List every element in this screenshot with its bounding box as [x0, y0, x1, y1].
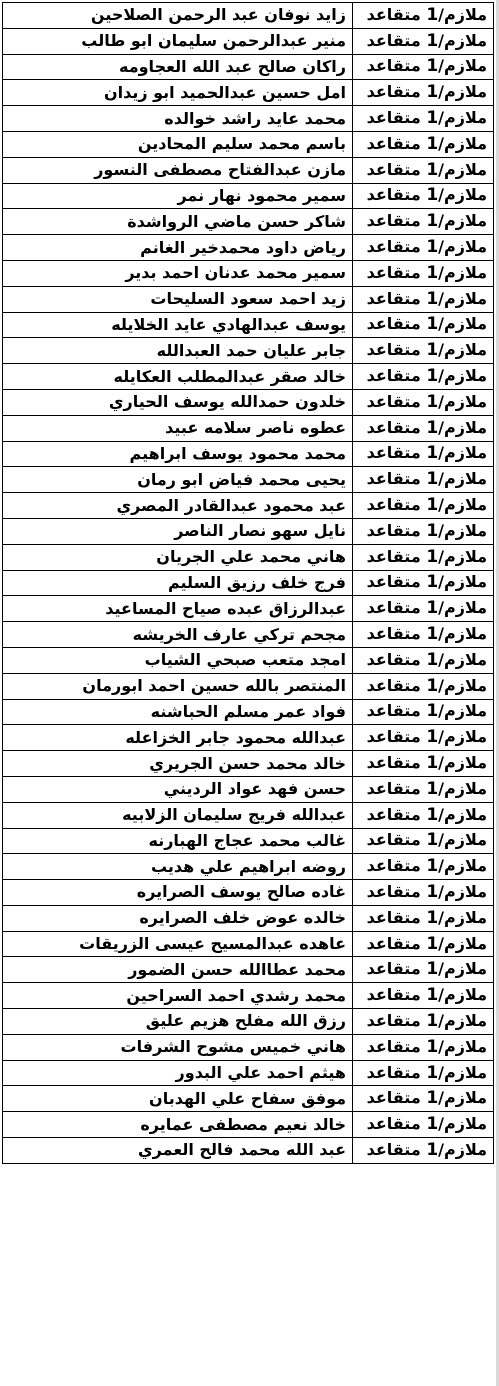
rank-suffix: متقاعد: [366, 856, 427, 876]
rank-prefix: ملازم/: [438, 391, 487, 411]
table-row: [3, 1060, 494, 1086]
rank-number: 1: [426, 4, 439, 25]
rank-number: 1: [426, 701, 439, 722]
name-cell: مجحم تركي عارف الخريشه: [3, 622, 353, 648]
name-cell: فواد عمر مسلم الحباشنه: [3, 699, 353, 725]
name-cell: هيثم احمد علي البدور: [3, 1060, 353, 1086]
rank-prefix: ملازم/: [438, 778, 487, 798]
rank-suffix: متقاعد: [366, 211, 427, 231]
rank-number: 1: [426, 1114, 439, 1135]
rank-cell: [353, 106, 494, 132]
rank-number: 1: [426, 624, 439, 645]
rank-suffix: متقاعد: [366, 1114, 427, 1134]
name-cell: المنتصر بالله حسين احمد ابورمان: [3, 673, 353, 699]
name-cell: عبدالله محمود جابر الخزاعله: [3, 725, 353, 751]
rank-cell: [353, 312, 494, 338]
rank-number: 1: [426, 727, 439, 748]
rank-cell: [353, 673, 494, 699]
rank-suffix: متقاعد: [366, 778, 427, 798]
rank-cell: [353, 776, 494, 802]
rank-number: 1: [426, 262, 439, 283]
rank-prefix: ملازم/: [438, 546, 487, 566]
name-cell: يحيى محمد فياض ابو رمان: [3, 467, 353, 493]
rank-cell: [353, 493, 494, 519]
table-row: [3, 157, 494, 183]
name-cell: زايد نوفان عبد الرحمن الصلاحين: [3, 3, 353, 29]
table-row: [3, 751, 494, 777]
rank-suffix: متقاعد: [366, 959, 427, 979]
rank-number: 1: [426, 1139, 439, 1160]
rank-prefix: ملازم/: [438, 933, 487, 953]
table-row: [3, 570, 494, 596]
rank-prefix: ملازم/: [438, 881, 487, 901]
rank-prefix: ملازم/: [438, 1010, 487, 1030]
name-cell: فرج خلف رزيق السليم: [3, 570, 353, 596]
rank-suffix: متقاعد: [366, 753, 427, 772]
rank-prefix: ملازم/: [438, 443, 487, 463]
rank-cell: [353, 880, 494, 906]
table-row: [3, 1112, 494, 1138]
rank-suffix: متقاعد: [366, 495, 427, 515]
rank-prefix: ملازم/: [438, 262, 487, 282]
name-cell: محمد عايد راشد خوالده: [3, 106, 353, 132]
rank-prefix: ملازم/: [438, 288, 487, 308]
rank-suffix: متقاعد: [366, 572, 427, 592]
rank-cell: [353, 28, 494, 54]
rank-prefix: ملازم/: [438, 727, 487, 747]
retirees-table: [2, 2, 494, 1164]
name-cell: روضه ابراهيم علي هديب: [3, 854, 353, 880]
rank-cell: [353, 1138, 494, 1164]
rank-suffix: متقاعد: [366, 649, 427, 669]
name-cell: موفق سفاح علي الهدبان: [3, 1086, 353, 1112]
rank-prefix: ملازم/: [438, 1088, 487, 1108]
rank-prefix: ملازم/: [438, 469, 487, 489]
rank-number: 1: [426, 1088, 439, 1109]
rank-suffix: متقاعد: [366, 30, 427, 50]
table-row: [3, 441, 494, 467]
rank-cell: [353, 854, 494, 880]
rank-suffix: متقاعد: [366, 598, 427, 618]
rank-number: 1: [426, 520, 439, 541]
rank-cell: [353, 647, 494, 673]
rank-prefix: ملازم/: [438, 30, 487, 50]
rank-prefix: ملازم/: [438, 185, 487, 205]
rank-number: 1: [426, 30, 439, 51]
table-row: [3, 776, 494, 802]
rank-cell: [353, 725, 494, 751]
rank-prefix: ملازم/: [438, 417, 487, 437]
name-cell: هاني محمد علي الجريان: [3, 544, 353, 570]
table-row: [3, 364, 494, 390]
name-cell: محمد عطاالله حسن الضمور: [3, 957, 353, 983]
rank-prefix: ملازم/: [438, 159, 487, 179]
rank-prefix: ملازم/: [438, 4, 487, 24]
table-row: [3, 338, 494, 364]
rank-cell: [353, 131, 494, 157]
rank-suffix: متقاعد: [366, 314, 427, 334]
name-cell: امجد متعب صبحي الشياب: [3, 647, 353, 673]
rank-number: 1: [426, 340, 439, 361]
rank-cell: [353, 1060, 494, 1086]
table-row: [3, 854, 494, 880]
rank-prefix: ملازم/: [438, 572, 487, 592]
rank-cell: [353, 518, 494, 544]
rank-prefix: ملازم/: [438, 701, 487, 721]
rank-number: 1: [426, 56, 439, 77]
rank-suffix: متقاعد: [366, 1036, 427, 1056]
rank-cell: [353, 751, 494, 777]
rank-suffix: متقاعد: [366, 727, 427, 747]
table-row: [3, 983, 494, 1009]
rank-prefix: ملازم/: [438, 314, 487, 334]
rank-suffix: متقاعد: [366, 1088, 427, 1108]
rank-prefix: ملازم/: [438, 959, 487, 979]
rank-number: 1: [426, 830, 439, 851]
name-cell: عبدالله فريج سليمان الزلابيه: [3, 802, 353, 828]
rank-suffix: متقاعد: [366, 443, 427, 463]
name-cell: عبد الله محمد فالح العمري: [3, 1138, 353, 1164]
name-cell: يوسف عبدالهادي عايد الخلايله: [3, 312, 353, 338]
rank-prefix: ملازم/: [438, 495, 487, 515]
table-row: [3, 28, 494, 54]
table-row: [3, 54, 494, 80]
rank-prefix: ملازم/: [438, 237, 487, 257]
rank-prefix: ملازم/: [438, 675, 487, 695]
rank-suffix: متقاعد: [366, 159, 427, 179]
name-cell: خلدون حمدالله يوسف الحياري: [3, 389, 353, 415]
table-row: [3, 622, 494, 648]
table-row: [3, 1034, 494, 1060]
table-row: [3, 106, 494, 132]
rank-suffix: متقاعد: [366, 417, 427, 437]
rank-number: 1: [426, 959, 439, 980]
rank-suffix: متقاعد: [366, 701, 427, 721]
rank-suffix: متقاعد: [366, 469, 427, 489]
table-row: [3, 131, 494, 157]
table-row: [3, 957, 494, 983]
rank-suffix: متقاعد: [366, 4, 427, 24]
table-row: [3, 544, 494, 570]
rank-cell: [353, 183, 494, 209]
rank-cell: [353, 364, 494, 390]
rank-suffix: متقاعد: [366, 985, 427, 1005]
table-row: [3, 1009, 494, 1035]
rank-cell: [353, 1112, 494, 1138]
rank-suffix: متقاعد: [366, 133, 427, 153]
rank-prefix: ملازم/: [438, 108, 487, 128]
name-cell: خالد محمد حسن الجريري: [3, 751, 353, 777]
rank-number: 1: [426, 598, 439, 619]
name-cell: خالد صقر عبدالمطلب العكايله: [3, 364, 353, 390]
table-row: [3, 286, 494, 312]
rank-cell: [353, 828, 494, 854]
rank-cell: [353, 983, 494, 1009]
table-row: [3, 931, 494, 957]
table-row: [3, 673, 494, 699]
rank-prefix: ملازم/: [438, 1036, 487, 1056]
rank-number: 1: [426, 778, 439, 799]
rank-cell: [353, 802, 494, 828]
rank-number: 1: [426, 366, 439, 387]
rank-number: 1: [426, 1010, 439, 1031]
name-cell: عاهده عبدالمسيح عيسى الزريقات: [3, 931, 353, 957]
rank-suffix: متقاعد: [366, 185, 427, 205]
rank-number: 1: [426, 185, 439, 206]
rank-suffix: متقاعد: [366, 1139, 427, 1159]
name-cell: نايل سهو نصار الناصر: [3, 518, 353, 544]
rank-number: 1: [426, 288, 439, 309]
rank-number: 1: [426, 572, 439, 593]
table-row: [3, 415, 494, 441]
table-row: [3, 467, 494, 493]
name-cell: مازن عبدالفتاح مصطفى النسور: [3, 157, 353, 183]
rank-suffix: متقاعد: [366, 82, 427, 102]
rank-number: 1: [426, 804, 439, 825]
rank-number: 1: [426, 907, 439, 928]
table-row: [3, 209, 494, 235]
name-cell: خالد نعيم مصطفى عمايره: [3, 1112, 353, 1138]
rank-number: 1: [426, 546, 439, 567]
name-cell: عطوه ناصر سلامه عبيد: [3, 415, 353, 441]
rank-cell: [353, 157, 494, 183]
rank-number: 1: [426, 985, 439, 1006]
rank-suffix: متقاعد: [366, 546, 427, 566]
rank-cell: [353, 931, 494, 957]
rank-suffix: متقاعد: [366, 520, 427, 540]
table-row: [3, 518, 494, 544]
rank-cell: [353, 389, 494, 415]
table-row: [3, 389, 494, 415]
rank-cell: [353, 3, 494, 29]
rank-prefix: ملازم/: [438, 366, 487, 386]
rank-number: 1: [426, 391, 439, 412]
rank-number: 1: [426, 753, 439, 773]
rank-prefix: ملازم/: [438, 804, 487, 824]
rank-prefix: ملازم/: [438, 56, 487, 76]
table-row: [3, 3, 494, 29]
name-cell: جابر عليان حمد العبدالله: [3, 338, 353, 364]
rank-prefix: ملازم/: [438, 133, 487, 153]
rank-number: 1: [426, 237, 439, 258]
rank-prefix: ملازم/: [438, 907, 487, 927]
table-row: [3, 1086, 494, 1112]
rank-number: 1: [426, 856, 439, 877]
rank-number: 1: [426, 108, 439, 129]
rank-cell: [353, 957, 494, 983]
rank-prefix: ملازم/: [438, 830, 487, 850]
rank-number: 1: [426, 881, 439, 902]
rank-suffix: متقاعد: [366, 288, 427, 308]
rank-prefix: ملازم/: [438, 856, 487, 876]
name-cell: غالب محمد عجاج الهبارنه: [3, 828, 353, 854]
rank-cell: [353, 441, 494, 467]
rank-suffix: متقاعد: [366, 262, 427, 282]
name-cell: سمير محمود نهار نمر: [3, 183, 353, 209]
rank-suffix: متقاعد: [366, 366, 427, 386]
rank-number: 1: [426, 495, 439, 516]
name-cell: خالده عوض خلف الصرايره: [3, 905, 353, 931]
rank-suffix: متقاعد: [366, 881, 427, 901]
rank-number: 1: [426, 82, 439, 103]
rank-number: 1: [426, 133, 439, 154]
rank-number: 1: [426, 443, 439, 464]
rank-prefix: ملازم/: [438, 598, 487, 618]
table-row: [3, 312, 494, 338]
rank-prefix: ملازم/: [438, 649, 487, 669]
rank-cell: [353, 260, 494, 286]
rank-cell: [353, 622, 494, 648]
table-row: [3, 905, 494, 931]
rank-suffix: متقاعد: [366, 675, 427, 695]
rank-cell: [353, 1086, 494, 1112]
rank-cell: [353, 209, 494, 235]
rank-suffix: متقاعد: [366, 108, 427, 128]
rank-suffix: متقاعد: [366, 933, 427, 953]
name-cell: عبد محمود عبدالقادر المصري: [3, 493, 353, 519]
rank-number: 1: [426, 675, 439, 696]
rank-number: 1: [426, 933, 439, 954]
rank-number: 1: [426, 417, 439, 438]
rank-number: 1: [426, 469, 439, 490]
rank-cell: [353, 235, 494, 261]
rank-suffix: متقاعد: [366, 624, 427, 644]
rank-prefix: ملازم/: [438, 211, 487, 231]
rank-cell: [353, 415, 494, 441]
rank-cell: [353, 544, 494, 570]
table-row: [3, 183, 494, 209]
name-cell: زيد احمد سعود السليحات: [3, 286, 353, 312]
rank-prefix: ملازم/: [438, 1062, 487, 1082]
name-cell: حسن فهد عواد الرديني: [3, 776, 353, 802]
table-row: [3, 802, 494, 828]
rank-cell: [353, 286, 494, 312]
rank-prefix: ملازم/: [438, 82, 487, 102]
table-row: [3, 880, 494, 906]
name-cell: منير عبدالرحمن سليمان ابو طالب: [3, 28, 353, 54]
rank-number: 1: [426, 649, 439, 670]
name-cell: محمد رشدي احمد السراحين: [3, 983, 353, 1009]
rank-cell: [353, 905, 494, 931]
rank-suffix: متقاعد: [366, 907, 427, 927]
table-row: [3, 235, 494, 261]
rank-suffix: متقاعد: [366, 1010, 427, 1030]
table-row: [3, 647, 494, 673]
rank-cell: [353, 54, 494, 80]
rank-suffix: متقاعد: [366, 237, 427, 257]
rank-prefix: ملازم/: [438, 624, 487, 644]
rank-cell: [353, 338, 494, 364]
rank-number: 1: [426, 159, 439, 180]
rank-number: 1: [426, 211, 439, 232]
rank-suffix: متقاعد: [366, 804, 427, 824]
rank-suffix: متقاعد: [366, 391, 427, 411]
name-cell: امل حسين عبدالحميد ابو زيدان: [3, 80, 353, 106]
name-cell: سمير محمد عدنان احمد بدير: [3, 260, 353, 286]
table-row: [3, 725, 494, 751]
rank-prefix: ملازم/: [438, 985, 487, 1005]
rank-cell: [353, 570, 494, 596]
rank-cell: [353, 1009, 494, 1035]
table-body: [3, 3, 494, 1164]
rank-suffix: متقاعد: [366, 830, 427, 850]
rank-cell: [353, 699, 494, 725]
rank-suffix: متقاعد: [366, 56, 427, 76]
name-cell: باسم محمد سليم المحادين: [3, 131, 353, 157]
table-row: [3, 260, 494, 286]
rank-prefix: ملازم/: [438, 753, 487, 772]
rank-prefix: ملازم/: [438, 340, 487, 360]
name-cell: عبدالرزاق عبده صياح المساعيد: [3, 596, 353, 622]
table-row: [3, 699, 494, 725]
name-cell: محمد محمود يوسف ابراهيم: [3, 441, 353, 467]
rank-suffix: متقاعد: [366, 340, 427, 360]
rank-prefix: ملازم/: [438, 1139, 487, 1159]
table-row: [3, 596, 494, 622]
name-cell: هاني خميس مشوح الشرفات: [3, 1034, 353, 1060]
rank-cell: [353, 596, 494, 622]
name-cell: رياض داود محمدخير الغانم: [3, 235, 353, 261]
rank-prefix: ملازم/: [438, 1114, 487, 1134]
table-row: [3, 828, 494, 854]
name-cell: رزق الله مفلح هزيم عليق: [3, 1009, 353, 1035]
name-cell: غاده صالح يوسف الصرايره: [3, 880, 353, 906]
rank-number: 1: [426, 314, 439, 335]
rank-number: 1: [426, 1062, 439, 1083]
rank-cell: [353, 80, 494, 106]
rank-prefix: ملازم/: [438, 520, 487, 540]
rank-cell: [353, 1034, 494, 1060]
name-cell: شاكر حسن ماضي الرواشدة: [3, 209, 353, 235]
table-row: [3, 80, 494, 106]
rank-number: 1: [426, 1036, 439, 1057]
table-row: [3, 1138, 494, 1164]
rank-cell: [353, 467, 494, 493]
rank-suffix: متقاعد: [366, 1062, 427, 1082]
name-cell: راكان صالح عبد الله العجاومه: [3, 54, 353, 80]
table-row: [3, 493, 494, 519]
